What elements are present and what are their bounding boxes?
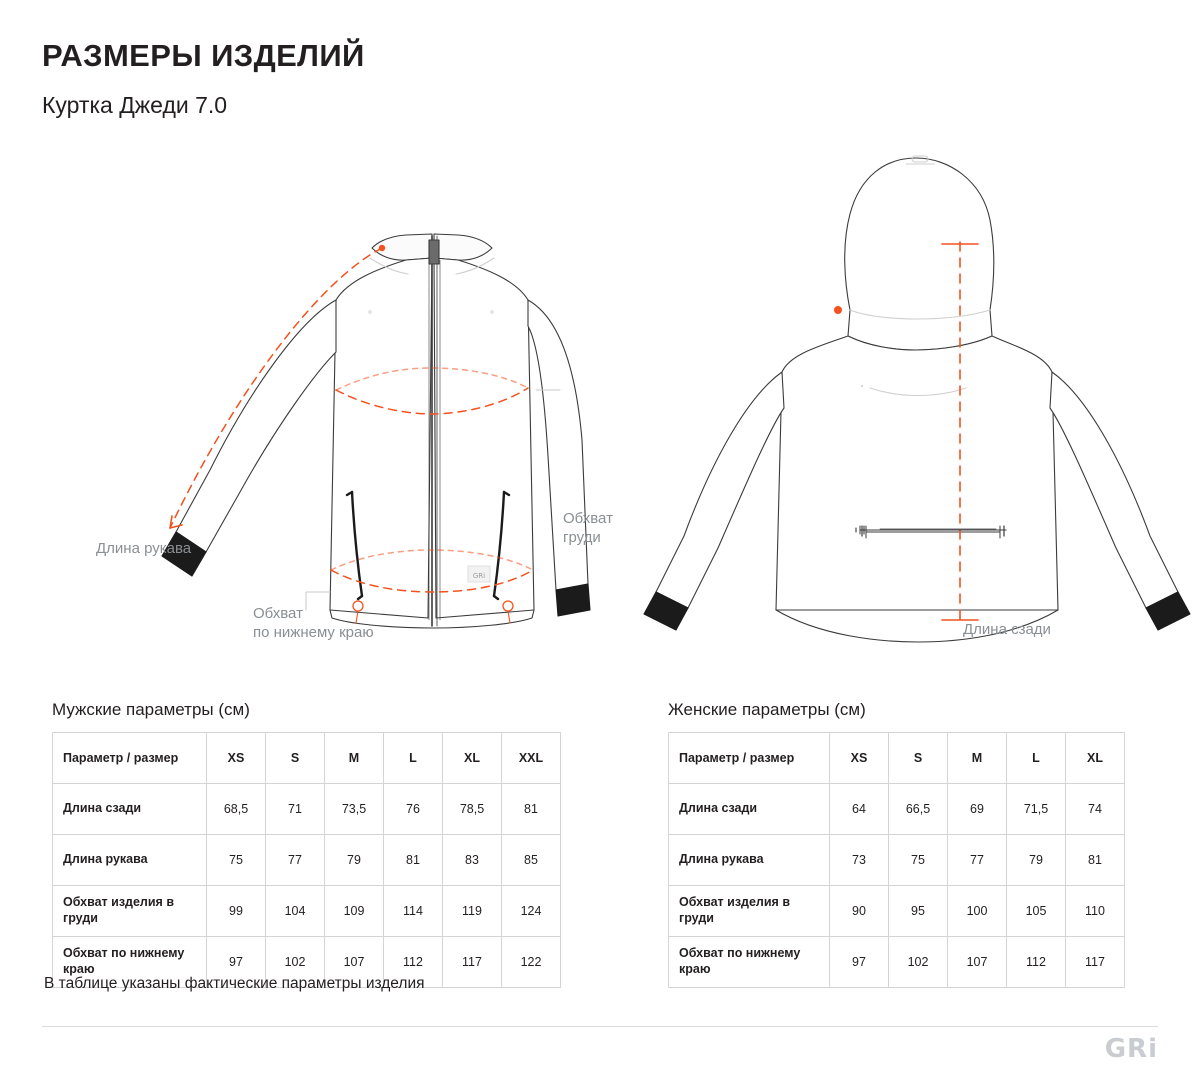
row-label: Длина рукава [53, 835, 207, 886]
table-row [669, 886, 1125, 937]
row-label: Длина рукава [669, 835, 830, 886]
table-row [669, 937, 1125, 988]
men-table-block [52, 700, 561, 988]
cell-value: 79 [325, 835, 384, 886]
jacket-technical-drawings [0, 140, 1200, 680]
row-label: Обхват по нижнему краю [669, 937, 830, 988]
row-label: Обхват по нижнему краю [53, 937, 207, 988]
cell-value: 81 [502, 784, 561, 835]
cell-value: 90 [830, 886, 889, 937]
cell-value: 117 [443, 937, 502, 988]
column-header-s: S [889, 733, 948, 784]
column-header-m: M [948, 733, 1007, 784]
brand-logo: GRi [1104, 1034, 1158, 1064]
cell-value: 73,5 [325, 784, 384, 835]
table-row [53, 784, 561, 835]
column-header-param: Параметр / размер [669, 733, 830, 784]
cell-value: 97 [207, 937, 266, 988]
cell-value: 75 [207, 835, 266, 886]
row-label: Обхват изделия в груди [669, 886, 830, 937]
cell-value: 71,5 [1007, 784, 1066, 835]
cell-value: 100 [948, 886, 1007, 937]
cell-value: 109 [325, 886, 384, 937]
cell-value: 99 [207, 886, 266, 937]
table-header-row [669, 733, 1125, 784]
women-table-block [668, 700, 1125, 988]
column-header-xl: XL [1066, 733, 1125, 784]
column-header-l: L [1007, 733, 1066, 784]
cell-value: 76 [384, 784, 443, 835]
column-header-xs: XS [830, 733, 889, 784]
cell-value: 85 [502, 835, 561, 886]
cell-value: 81 [384, 835, 443, 886]
column-header-l: L [384, 733, 443, 784]
cell-value: 107 [948, 937, 1007, 988]
row-label: Длина сзади [53, 784, 207, 835]
cell-value: 79 [1007, 835, 1066, 886]
men-size-table [52, 732, 561, 988]
cell-value: 78,5 [443, 784, 502, 835]
column-header-m: M [325, 733, 384, 784]
product-name: Куртка Джеди 7.0 [42, 92, 228, 118]
cell-value: 75 [889, 835, 948, 886]
column-header-param: Параметр / размер [53, 733, 207, 784]
row-label: Обхват изделия в груди [53, 886, 207, 937]
label-back-length: Длина сзади [963, 621, 1051, 638]
cell-value: 114 [384, 886, 443, 937]
cell-value: 68,5 [207, 784, 266, 835]
cell-value: 83 [443, 835, 502, 886]
cell-value: 69 [948, 784, 1007, 835]
cell-value: 77 [948, 835, 1007, 886]
table-row [669, 784, 1125, 835]
cell-value: 104 [266, 886, 325, 937]
table-header-row [53, 733, 561, 784]
column-header-xl: XL [443, 733, 502, 784]
table-row [53, 835, 561, 886]
men-table-heading: Мужские параметры (см) [52, 700, 250, 719]
table-row [669, 835, 1125, 886]
svg-text:GRi: GRi [472, 572, 486, 580]
jacket-front-illustration [162, 234, 590, 628]
cell-value: 102 [889, 937, 948, 988]
cell-value: 77 [266, 835, 325, 886]
jacket-back-illustration [644, 156, 1190, 664]
cell-value: 112 [384, 937, 443, 988]
table-row [53, 886, 561, 937]
cell-value: 66,5 [889, 784, 948, 835]
cell-value: 74 [1066, 784, 1125, 835]
cell-value: 97 [830, 937, 889, 988]
cell-value: 124 [502, 886, 561, 937]
cell-value: 105 [1007, 886, 1066, 937]
cell-value: 64 [830, 784, 889, 835]
cell-value: 107 [325, 937, 384, 988]
footer-divider [42, 1026, 1158, 1027]
label-hem-circumference: Обхват по нижнему краю [253, 605, 374, 641]
column-header-xs: XS [207, 733, 266, 784]
footnote: В таблице указаны фактические параметры изделия [44, 975, 425, 992]
illustration-area [0, 140, 1200, 680]
column-header-xxl: XXL [502, 733, 561, 784]
cell-value: 95 [889, 886, 948, 937]
cell-value: 119 [443, 886, 502, 937]
row-label: Длина сзади [669, 784, 830, 835]
cell-value: 112 [1007, 937, 1066, 988]
column-header-s: S [266, 733, 325, 784]
shoulder-point-marker [834, 306, 842, 314]
label-sleeve-length: Длина рукава [96, 540, 192, 557]
cell-value: 110 [1066, 886, 1125, 937]
cell-value: 81 [1066, 835, 1125, 886]
label-chest: Обхват груди [563, 510, 613, 546]
cell-value: 122 [502, 937, 561, 988]
page-title: РАЗМЕРЫ ИЗДЕЛИЙ [42, 38, 365, 73]
cell-value: 73 [830, 835, 889, 886]
cell-value: 71 [266, 784, 325, 835]
women-size-table [668, 732, 1125, 988]
cell-value: 102 [266, 937, 325, 988]
cell-value: 117 [1066, 937, 1125, 988]
women-table-heading: Женские параметры (см) [668, 700, 866, 719]
